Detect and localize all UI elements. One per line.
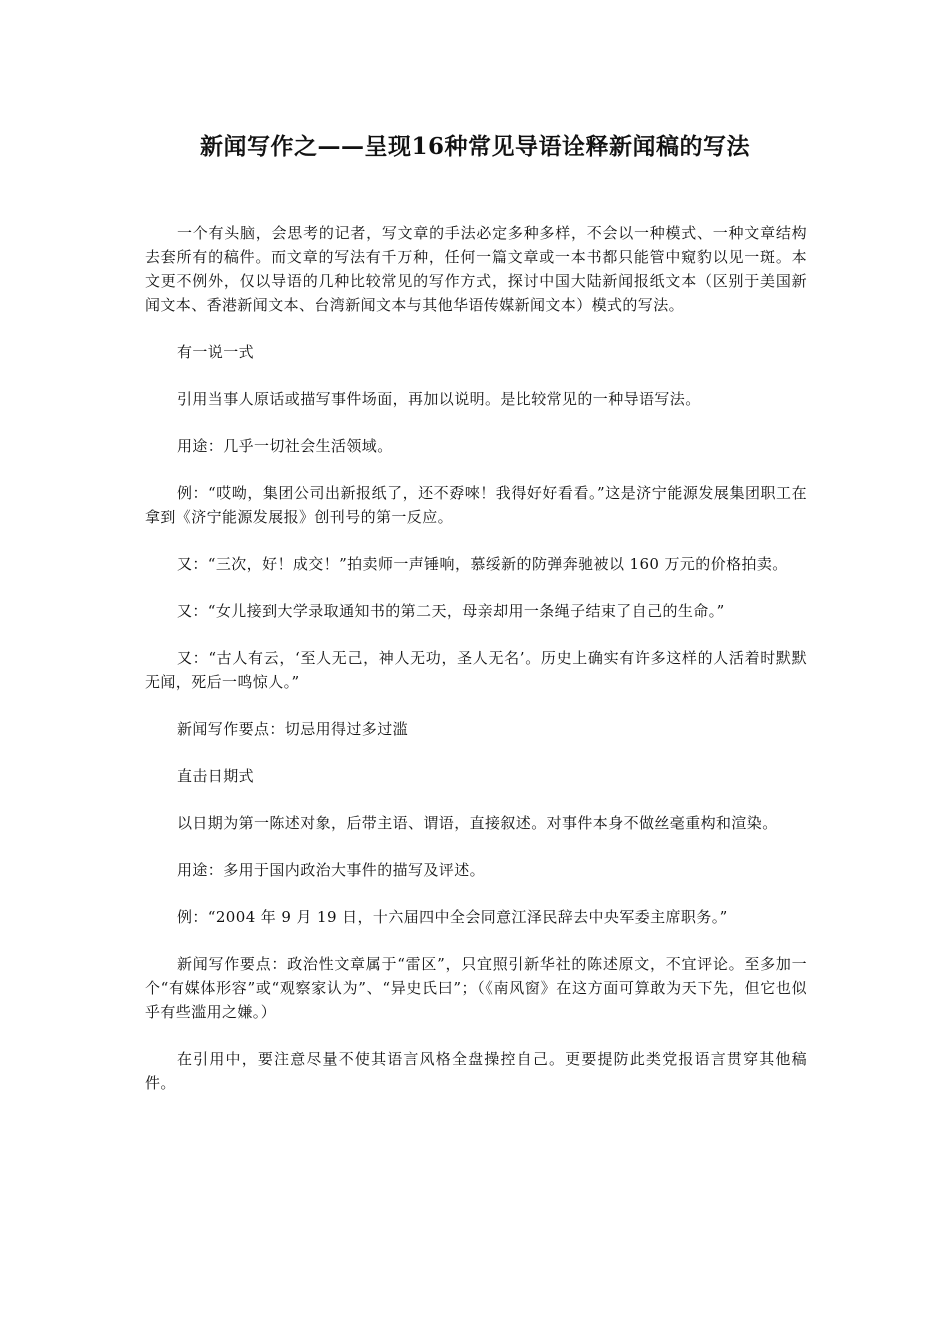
section-heading-date-style: 直击日期式 <box>177 767 255 785</box>
document-body <box>145 221 807 1118</box>
quote-style-example-3: 又：“女儿接到大学录取通知书的第二天，母亲却用一条绳子结束了自己的生命。” <box>177 602 725 620</box>
document-title: 新闻写作之——呈现16种常见导语诠释新闻稿的写法 <box>199 133 750 160</box>
date-style-description: 以日期为第一陈述对象，后带主语、谓语，直接叙述。对事件本身不做丝毫重构和渲染。 <box>177 814 778 832</box>
date-style-example: 例：“2004 年 9 月 19 日，十六届四中全会同意江泽民辞去中央军委主席职务。” <box>177 908 728 926</box>
quote-style-usage: 用途：几乎一切社会生活领域。 <box>177 437 393 455</box>
date-style-usage: 用途：多用于国内政治大事件的描写及评述。 <box>177 861 486 879</box>
quote-style-writing-tip: 新闻写作要点：切忌用得过多过滥 <box>177 720 409 738</box>
quote-style-description: 引用当事人原话或描写事件场面，再加以说明。是比较常见的一种导语写法。 <box>177 390 701 408</box>
section-heading-quote-style: 有一说一式 <box>177 343 255 361</box>
intro-paragraph: 一个有头脑，会思考的记者，写文章的手法必定多种多样，不会以一种模式、一种文章结构去套所有的稿件。而文章的写法有千万种，任何一篇文章或一本书都只能管中窥豹以见一斑。本文更不例外，仅以导语的几种比较常见的写作方式，探讨中国大陆新闻报纸文本（区别于美国新闻文本、香港新闻文本、台湾新闻文本与其他华语传媒新闻文本）模式的写法。 <box>145 224 807 314</box>
quote-style-example-2: 又：“三次，好！成交！”拍卖师一声锤响，慕绥新的防弹奔驰被以 160 万元的价格拍卖。 <box>177 555 788 573</box>
quote-style-example-4: 又：“古人有云，‘至人无己，神人无功，圣人无名’。历史上确实有许多这样的人活着时默默无闻，死后一鸣惊人。” <box>145 649 807 691</box>
closing-paragraph: 在引用中，要注意尽量不使其语言风格全盘操控自己。更要提防此类党报语言贯穿其他稿件。 <box>145 1050 807 1092</box>
date-style-writing-tip: 新闻写作要点：政治性文章属于“雷区”，只宜照引新华社的陈述原文，不宜评论。至多加一个“有媒体形容”或“观察家认为”、“异史氏曰”；（《南风窗》在这方面可算敢为天下先，但它也似乎有些滥用之嫌。） <box>145 955 807 1021</box>
quote-style-example-1: 例：“哎呦，集团公司出新报纸了，还不孬唻！我得好好看看。”这是济宁能源发展集团职工在拿到《济宁能源发展报》创刊号的第一反应。 <box>145 484 807 526</box>
